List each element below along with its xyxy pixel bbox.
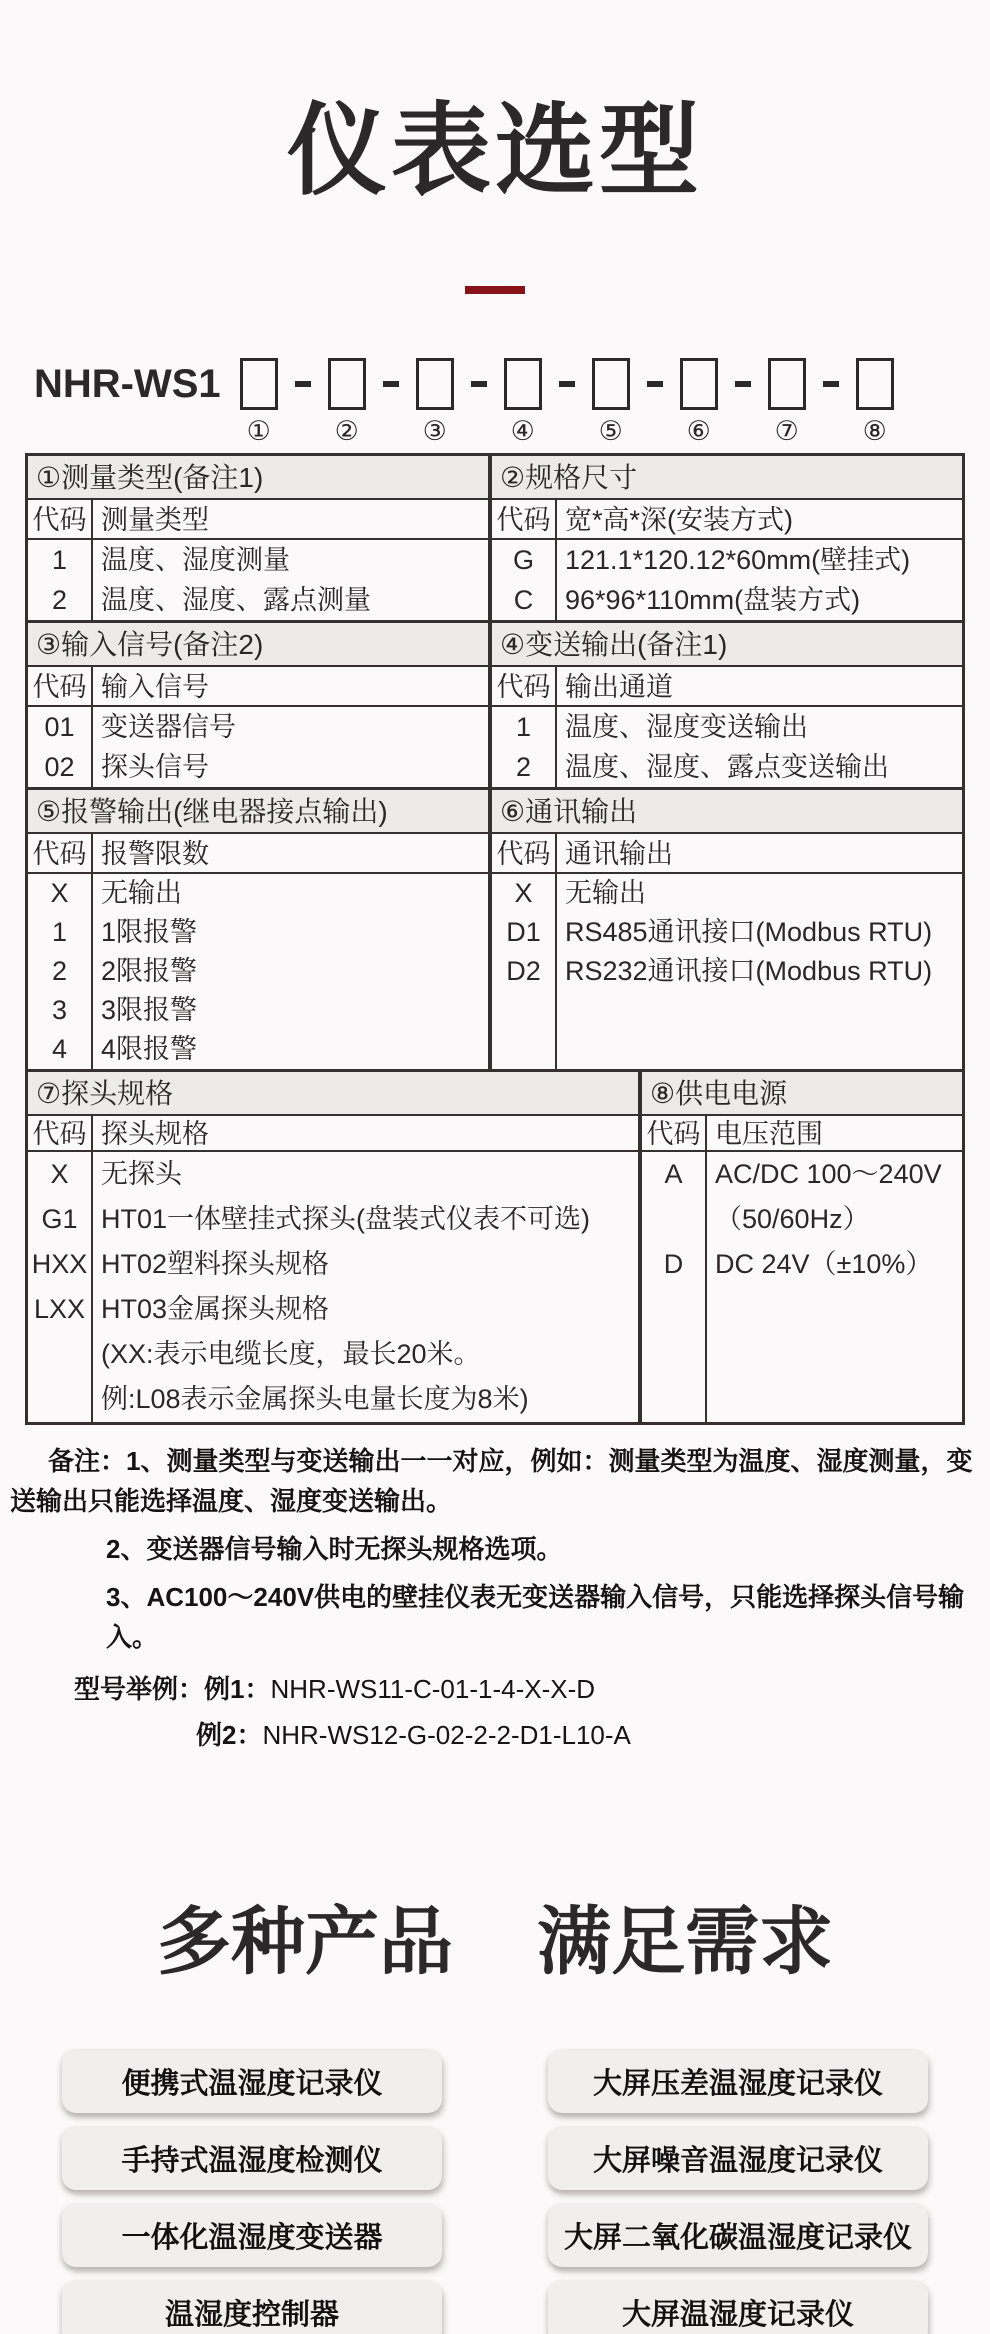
code-cell: 2	[51, 956, 68, 986]
code-cell: 1	[51, 917, 68, 947]
desc-cell: AC/DC 100～240V	[715, 1159, 942, 1189]
product-button-portable-recorder[interactable]: 便携式温湿度记录仪	[62, 2049, 442, 2113]
code-cell: A	[664, 1159, 683, 1189]
product-button-bigscreen-noise-recorder[interactable]: 大屏噪音温湿度记录仪	[548, 2126, 928, 2190]
column-header-desc: 通讯输出	[565, 839, 673, 869]
product-button-handheld-detector[interactable]: 手持式温湿度检测仪	[62, 2126, 442, 2190]
dash-separator	[723, 358, 763, 387]
section-body	[492, 874, 962, 1069]
column-header-desc: 报警限数	[101, 839, 209, 869]
code-cell: C	[513, 585, 534, 615]
column-header-code: 代码	[492, 500, 557, 538]
section-column-headers	[492, 667, 962, 707]
desc-cell: 3限报警	[101, 995, 198, 1025]
position-number: ⑧	[862, 416, 887, 446]
example-2-label: 例2：	[196, 1720, 263, 1750]
model-position-3	[411, 358, 459, 447]
code-cell	[28, 1377, 91, 1422]
position-number: ④	[510, 416, 535, 446]
position-number: ③	[422, 416, 447, 446]
product-button-bigscreen-pressure-recorder[interactable]: 大屏压差温湿度记录仪	[548, 2049, 928, 2113]
model-position-4	[499, 358, 547, 447]
model-position-6	[675, 358, 723, 447]
desc-cell: 温度、湿度变送输出	[565, 712, 808, 742]
products-grid	[0, 2049, 990, 2334]
column-header-desc: 电压范围	[715, 1119, 823, 1149]
dash-separator	[547, 358, 587, 387]
code-box	[504, 358, 542, 410]
section-body	[492, 707, 962, 787]
section-input-signal	[28, 623, 488, 787]
desc-cell: HT02塑料探头规格	[101, 1249, 330, 1279]
desc-cell: (XX:表示电缆长度，最长20米。	[101, 1339, 481, 1369]
desc-cell: 1限报警	[101, 917, 198, 947]
section-title: ③输入信号(备注2)	[28, 623, 488, 667]
section-body	[28, 707, 488, 787]
table-band-3	[28, 787, 962, 1069]
desc-cell: 温度、湿度、露点变送输出	[565, 752, 889, 782]
section-title: ⑦探头规格	[28, 1072, 638, 1116]
desc-cell: DC 24V（±10%）	[715, 1249, 933, 1279]
code-box	[592, 358, 630, 410]
position-number: ①	[246, 416, 271, 446]
desc-cell: 2限报警	[101, 956, 198, 986]
desc-cell: RS232通讯接口(Modbus RTU)	[565, 956, 933, 986]
column-header-code: 代码	[492, 834, 557, 872]
column-header-desc: 宽*高*深(安装方式)	[565, 505, 793, 535]
desc-cell: 无探头	[101, 1159, 182, 1189]
section-measure-type	[28, 456, 488, 620]
code-cell	[28, 1332, 91, 1377]
product-button-controller[interactable]: 温湿度控制器	[62, 2280, 442, 2334]
code-cell	[642, 1197, 705, 1242]
desc-cell: （50/60Hz）	[715, 1204, 870, 1234]
dash-separator	[371, 358, 411, 387]
page-title: 仪表选型	[287, 95, 703, 207]
dash-separator	[283, 358, 323, 387]
code-cell: 01	[44, 712, 75, 742]
section-alarm-output	[28, 790, 488, 1069]
products-column-right	[548, 2049, 928, 2334]
code-box	[768, 358, 806, 410]
code-cell: X	[514, 878, 533, 908]
position-number: ⑤	[598, 416, 623, 446]
code-cell: X	[50, 878, 69, 908]
products-heading-right: 满足需求	[537, 1900, 833, 1983]
section-title: ②规格尺寸	[492, 456, 962, 500]
model-example-2	[10, 1715, 980, 1755]
example-1-code: NHR-WS11-C-01-1-4-X-X-D	[270, 1674, 596, 1704]
table-band-2	[28, 620, 962, 787]
model-position-1	[235, 358, 283, 447]
code-cell: D1	[506, 917, 541, 947]
section-column-headers	[28, 667, 488, 707]
title-underline	[465, 286, 525, 294]
code-box	[328, 358, 366, 410]
example-1-label: 例1：	[204, 1674, 271, 1704]
model-position-2	[323, 358, 371, 447]
section-column-headers	[28, 1116, 638, 1152]
section-body	[642, 1152, 962, 1422]
code-box	[416, 358, 454, 410]
desc-cell: HT03金属探头规格	[101, 1294, 330, 1324]
section-dimensions	[488, 456, 962, 620]
section-column-headers	[492, 500, 962, 540]
note-line-3: 3、AC100～240V供电的壁挂仪表无变送器输入信号，只能选择探头信号输入。	[106, 1582, 965, 1652]
desc-cell: 无输出	[565, 878, 646, 908]
column-header-code: 代码	[492, 667, 557, 705]
desc-cell: 例:L08表示金属探头电量长度为8米)	[101, 1384, 529, 1414]
model-position-8	[851, 358, 899, 447]
code-cell: D2	[506, 956, 541, 986]
model-position-7	[763, 358, 811, 447]
model-examples	[10, 1669, 980, 1755]
column-header-desc: 测量类型	[101, 505, 209, 535]
column-header-desc: 探头规格	[101, 1119, 209, 1149]
position-number: ②	[334, 416, 359, 446]
column-header-code: 代码	[28, 500, 93, 538]
section-column-headers	[28, 500, 488, 540]
products-heading-left: 多种产品	[157, 1900, 453, 1983]
spec-table	[25, 453, 965, 1425]
desc-cell: 探头信号	[101, 752, 209, 782]
desc-cell: 96*96*110mm(盘装方式)	[565, 585, 861, 615]
section-title: ⑥通讯输出	[492, 790, 962, 834]
section-title: ⑤报警输出(继电器接点输出)	[28, 790, 488, 834]
code-cell: G	[512, 545, 534, 575]
code-box	[680, 358, 718, 410]
desc-cell: 4限报警	[101, 1034, 198, 1064]
code-cell: 1	[51, 545, 68, 575]
model-code-diagram	[34, 358, 990, 447]
section-title: ④变送输出(备注1)	[492, 623, 962, 667]
product-button-bigscreen-recorder[interactable]: 大屏温湿度记录仪	[548, 2280, 928, 2334]
table-band-1	[28, 456, 962, 620]
desc-cell: 温度、湿度、露点测量	[101, 585, 371, 615]
section-column-headers	[642, 1116, 962, 1152]
example-2-code: NHR-WS12-G-02-2-2-D1-L10-A	[262, 1720, 631, 1750]
note-line-1: 备注：1、测量类型与变送输出一一对应，例如：测量类型为温度、湿度测量，变送输出只能选择温度、湿度变送输出。	[10, 1446, 973, 1516]
dash-separator	[459, 358, 499, 387]
column-header-desc: 输入信号	[101, 672, 209, 702]
section-body	[28, 874, 488, 1069]
desc-cell: 无输出	[101, 878, 182, 908]
desc-cell: 温度、湿度测量	[101, 545, 290, 575]
section-body	[28, 540, 488, 620]
position-number: ⑦	[774, 416, 799, 446]
products-heading	[0, 1883, 990, 1989]
product-button-bigscreen-co2-recorder[interactable]: 大屏二氧化碳温湿度记录仪	[548, 2203, 928, 2267]
section-column-headers	[492, 834, 962, 874]
column-header-desc: 输出通道	[565, 672, 673, 702]
section-transmit-output	[488, 623, 962, 787]
column-header-code: 代码	[642, 1116, 707, 1150]
column-header-code: 代码	[28, 1116, 93, 1150]
position-number: ⑥	[686, 416, 711, 446]
model-prefix: NHR-WS1	[34, 362, 221, 406]
desc-cell: RS485通讯接口(Modbus RTU)	[565, 917, 933, 947]
code-cell: 2	[51, 585, 68, 615]
section-title: ⑧供电电源	[642, 1072, 962, 1116]
dash-separator	[811, 358, 851, 387]
products-column-left	[62, 2049, 442, 2334]
product-button-integrated-transmitter[interactable]: 一体化温湿度变送器	[62, 2203, 442, 2267]
code-cell: G1	[41, 1204, 78, 1234]
code-cell: LXX	[33, 1294, 86, 1324]
code-cell: 02	[44, 752, 75, 782]
section-power-supply	[638, 1072, 962, 1422]
code-cell: 2	[515, 752, 532, 782]
examples-label: 型号举例：	[74, 1674, 205, 1704]
section-body	[28, 1152, 638, 1422]
code-cell: 4	[51, 1034, 68, 1064]
column-header-code: 代码	[28, 667, 93, 705]
dash-separator	[635, 358, 675, 387]
section-probe-spec	[28, 1072, 638, 1422]
model-example-1	[10, 1669, 980, 1709]
table-band-4	[28, 1069, 962, 1422]
section-column-headers	[28, 834, 488, 874]
code-box	[240, 358, 278, 410]
section-title: ①测量类型(备注1)	[28, 456, 488, 500]
desc-cell: 121.1*120.12*60mm(壁挂式)	[565, 545, 911, 575]
desc-cell: HT01一体壁挂式探头(盘装式仪表不可选)	[101, 1204, 591, 1234]
code-cell: 1	[515, 712, 532, 742]
notes	[10, 1441, 980, 1755]
code-cell: D	[663, 1249, 684, 1279]
section-comm-output	[488, 790, 962, 1069]
code-cell: 3	[51, 995, 68, 1025]
code-cell: HXX	[31, 1249, 88, 1279]
model-position-5	[587, 358, 635, 447]
code-box	[856, 358, 894, 410]
column-header-code: 代码	[28, 834, 93, 872]
note-line-2: 2、变送器信号输入时无探头规格选项。	[106, 1534, 563, 1564]
section-body	[492, 540, 962, 620]
desc-cell: 变送器信号	[101, 712, 236, 742]
code-cell: X	[50, 1159, 69, 1189]
